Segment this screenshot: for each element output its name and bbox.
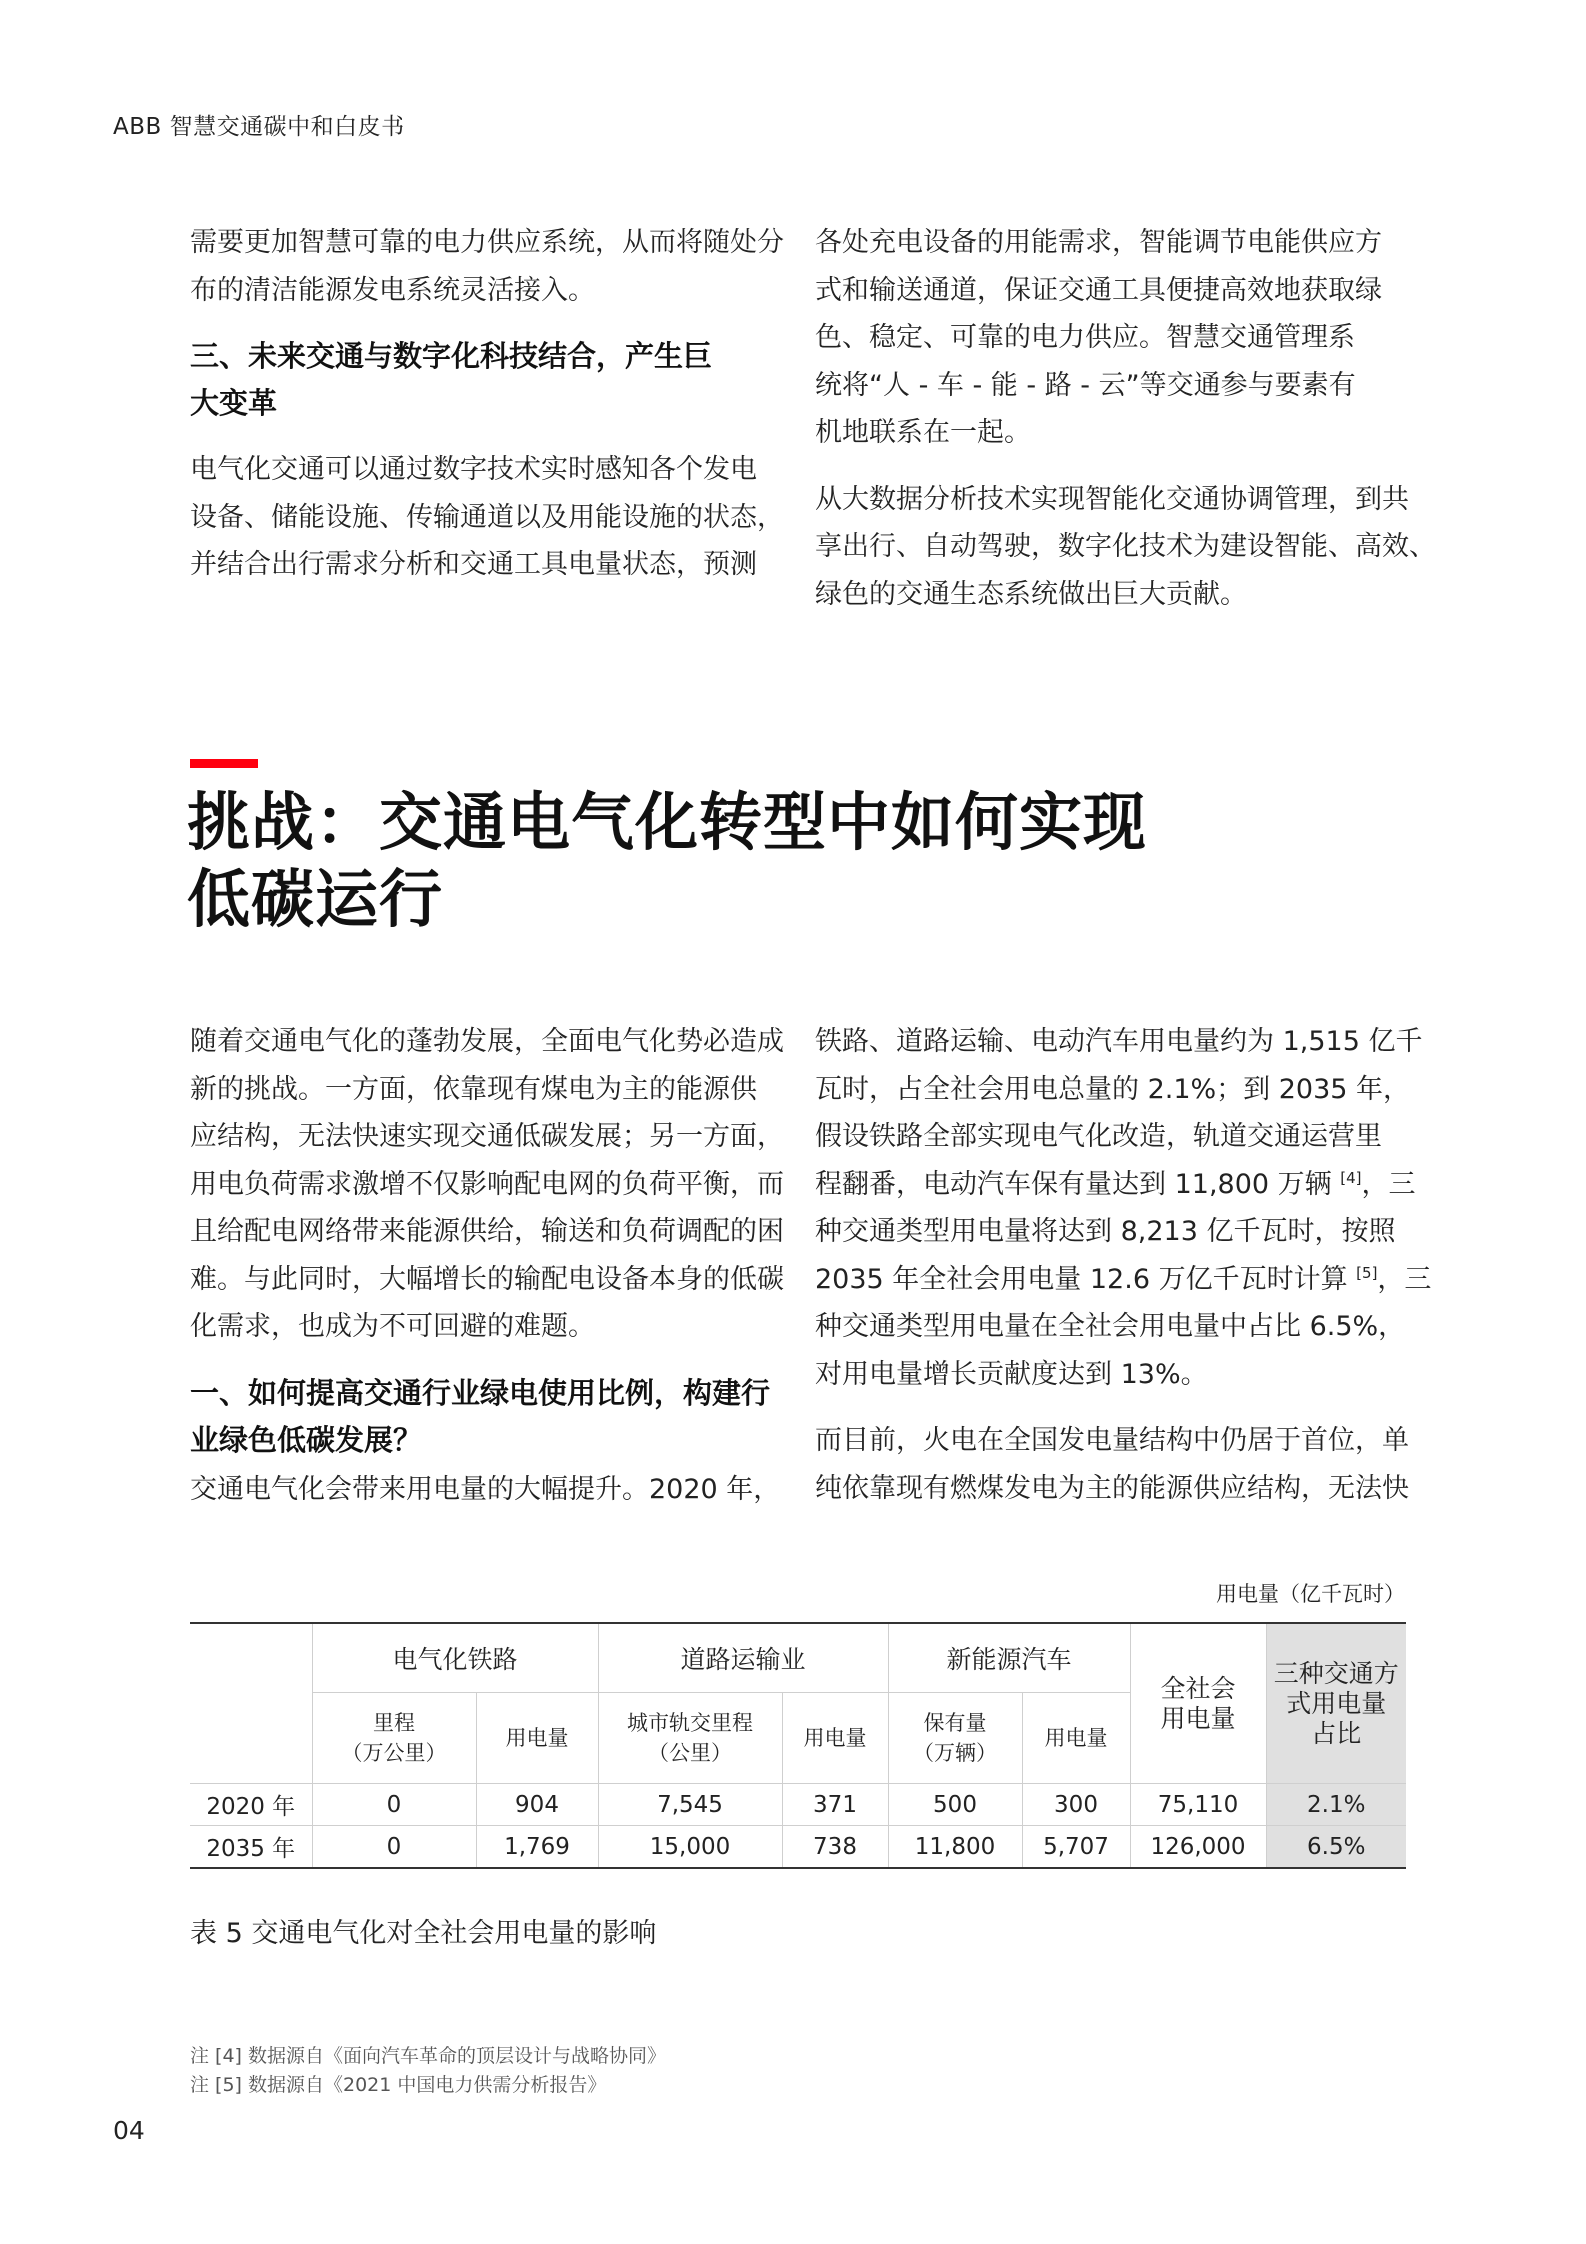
header-road-transport: 道路运输业	[598, 1623, 888, 1693]
table-corner-cell	[190, 1623, 312, 1784]
table-cell: 500	[888, 1784, 1022, 1826]
table-cell: 371	[782, 1784, 888, 1826]
body-left-column	[190, 1018, 782, 1532]
table-cell: 5,707	[1022, 1826, 1130, 1869]
table-cell: 126,000	[1130, 1826, 1266, 1869]
section-title: 挑战：交通电气化转型中如何实现 低碳运行	[187, 786, 1147, 936]
intro-left-paragraph-2: 电气化交通可以通过数字技术实时感知各个发电 设备、储能设施、传输通道以及用能设施的状态， 并结合出行需求分析和交通工具电量状态，预测	[190, 454, 784, 580]
subheader-ev-consumption: 用电量	[1022, 1693, 1130, 1784]
table-unit-label: 用电量（亿千瓦时）	[1216, 1582, 1405, 1606]
body-right-paragraph-1: 铁路、道路运输、电动汽车用电量约为 1,515 亿千 瓦时，占全社会用电总量的 2.1%；到 2035 年， 假设铁路全部实现电气化改造，轨道交通运营里 程翻番，电动汽车保有量达到 11,800 万辆 [4]，三 种交通类型用电量将达到 8,213 亿千瓦时，按照 2035 年全社会用电量 12.6 万亿千瓦时计算 [5]，三 种交通类型用电量在全社会用电量中占比 6.5%， 对用电量增长贡献度达到 13%。	[815, 1026, 1432, 1390]
header-electrified-railway: 电气化铁路	[312, 1623, 598, 1693]
document-header-title: ABB 智慧交通碳中和白皮书	[113, 114, 405, 140]
subheader-ev-ownership: 保有量 （万辆）	[888, 1693, 1022, 1784]
row-year-label: 2035 年	[190, 1826, 312, 1869]
electricity-consumption-table	[190, 1622, 1406, 1869]
footnote-5: 注 [5] 数据源自《2021 中国电力供需分析报告》	[190, 2074, 607, 2096]
table-cell: 15,000	[598, 1826, 782, 1869]
table-cell: 75,110	[1130, 1784, 1266, 1826]
header-transport-share: 三种交通方 式用电量 占比	[1266, 1623, 1406, 1784]
table-cell: 904	[476, 1784, 598, 1826]
intro-right-paragraph-2: 从大数据分析技术实现智能化交通协调管理，到共 享出行、自动驾驶，数字化技术为建设智能、高效、 绿色的交通生态系统做出巨大贡献。	[815, 483, 1436, 610]
header-new-energy-vehicles: 新能源汽车	[888, 1623, 1130, 1693]
table-caption: 表 5 交通电气化对全社会用电量的影响	[190, 1918, 657, 1949]
intro-left-paragraph-1: 需要更加智慧可靠的电力供应系统，从而将随处分 布的清洁能源发电系统灵活接入。	[190, 227, 784, 306]
body-left-paragraph-1: 随着交通电气化的蓬勃发展，全面电气化势必造成 新的挑战。一方面，依靠现有煤电为主的能源供 应结构，无法快速实现交通低碳发展；另一方面， 用电负荷需求激增不仅影响配电网的负荷平衡，而 且给配电网络带来能源供给，输送和负荷调配的困 难。与此同时，大幅增长的输配电设备本身的低碳 化需求，也成为不可回避的难题。	[190, 1026, 784, 1342]
intro-right-paragraph-1: 各处充电设备的用能需求，智能调节电能供应方 式和输送通道，保证交通工具便捷高效地获取绿 色、稳定、可靠的电力供应。智慧交通管理系 统将“人 - 车 - 能 - 路 - 云”等交通参与要素有 机地联系在一起。	[815, 227, 1382, 448]
table-header-row-groups	[190, 1623, 1406, 1693]
subheader-railway-mileage: 里程 （万公里）	[312, 1693, 476, 1784]
table-cell: 300	[1022, 1784, 1130, 1826]
table-row	[190, 1784, 1406, 1826]
table-cell-share: 6.5%	[1266, 1826, 1406, 1869]
footnote-ref-5: [5]	[1356, 1263, 1378, 1282]
table-cell-share: 2.1%	[1266, 1784, 1406, 1826]
subheading-future-transport: 三、未来交通与数字化科技结合，产生巨 大变革	[190, 339, 713, 420]
body-right-column	[815, 1018, 1432, 1531]
section-accent-bar	[190, 759, 258, 768]
body-left-paragraph-2: 交通电气化会带来用电量的大幅提升。2020 年，	[190, 1473, 781, 1505]
subheading-green-power: 一、如何提高交通行业绿电使用比例，构建行 业绿色低碳发展？	[190, 1375, 771, 1457]
table-cell: 0	[312, 1784, 476, 1826]
page-number: 04	[113, 2116, 145, 2145]
table-cell: 11,800	[888, 1826, 1022, 1869]
subheader-urban-rail-mileage: 城市轨交里程 （公里）	[598, 1693, 782, 1784]
table-row	[190, 1826, 1406, 1869]
subheader-railway-consumption: 用电量	[476, 1693, 598, 1784]
body-right-paragraph-2: 而目前，火电在全国发电量结构中仍居于首位，单 纯依靠现有燃煤发电为主的能源供应结构，无法快	[815, 1425, 1409, 1504]
subheader-road-consumption: 用电量	[782, 1693, 888, 1784]
footnote-ref-4: [4]	[1340, 1168, 1362, 1187]
table-cell: 7,545	[598, 1784, 782, 1826]
table-cell: 738	[782, 1826, 888, 1869]
intro-right-column	[815, 219, 1436, 637]
footnote-4: 注 [4] 数据源自《面向汽车革命的顶层设计与战略协同》	[190, 2045, 666, 2067]
header-total-consumption: 全社会 用电量	[1130, 1623, 1266, 1784]
table-cell: 1,769	[476, 1826, 598, 1869]
table-cell: 0	[312, 1826, 476, 1869]
row-year-label: 2020 年	[190, 1784, 312, 1826]
intro-left-column	[190, 219, 782, 608]
